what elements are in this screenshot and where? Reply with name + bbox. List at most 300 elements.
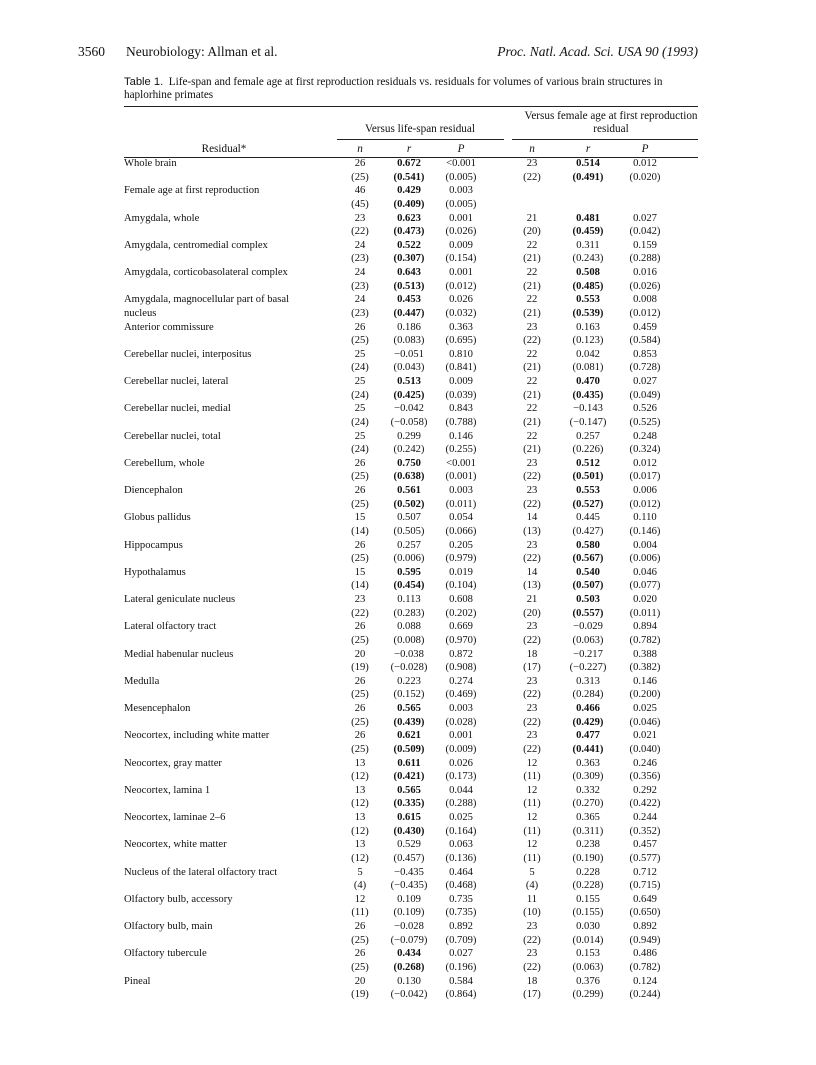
cell-value: 0.001 <box>449 212 473 224</box>
cell-value: 0.561 <box>397 485 421 496</box>
cell-value-parenthetical: (0.491) <box>572 171 604 183</box>
cell-value: 0.584 <box>449 975 473 987</box>
cell-n-2 <box>507 293 557 320</box>
cell-n-2 <box>507 402 557 429</box>
cell-r-2 <box>563 947 613 974</box>
cell-p-1 <box>436 430 486 457</box>
cell-value-parenthetical: (24) <box>351 416 369 428</box>
table-row <box>0 593 816 620</box>
cell-value-parenthetical: (0.008) <box>393 634 425 646</box>
row-label: Amygdala, corticobasolateral complex <box>124 267 288 278</box>
cell-p-2 <box>620 920 670 947</box>
cell-value-parenthetical: (0.028) <box>445 716 477 728</box>
cell-value: 0.553 <box>576 294 600 306</box>
cell-p-2 <box>620 430 670 457</box>
cell-p-1 <box>436 566 486 593</box>
cell-r-1 <box>384 620 434 647</box>
cell-r-2 <box>563 866 613 893</box>
cell-r-2 <box>563 975 613 1002</box>
cell-value-parenthetical: (20) <box>523 226 541 237</box>
cell-value: −0.029 <box>573 621 603 633</box>
cell-value: 0.894 <box>633 621 657 633</box>
row-label: Anterior commissure <box>124 321 214 333</box>
table-row <box>0 920 816 947</box>
cell-value: 12 <box>526 812 538 823</box>
cell-value-parenthetical: (0.011) <box>445 498 477 510</box>
cell-value: 5 <box>529 866 535 878</box>
cell-n-2 <box>507 729 557 756</box>
table-row <box>0 539 816 566</box>
table-row <box>0 212 816 239</box>
cell-value-parenthetical: (0.081) <box>572 362 604 374</box>
cell-value-parenthetical: (0.468) <box>445 880 477 891</box>
table-row <box>0 729 816 756</box>
cell-r-1 <box>384 348 434 375</box>
cell-p-2 <box>620 511 670 538</box>
cell-value: −0.143 <box>573 403 603 415</box>
cell-value: 14 <box>526 512 538 524</box>
cell-value-parenthetical: (0.012) <box>629 498 661 510</box>
cell-value-parenthetical: (25) <box>351 961 369 973</box>
cell-n-1 <box>335 729 385 756</box>
cell-value-parenthetical: (0.284) <box>572 689 604 701</box>
cell-n-2 <box>507 321 557 348</box>
cell-value: 0.529 <box>397 839 421 851</box>
cell-value: 23 <box>526 321 538 333</box>
cell-n-1 <box>335 484 385 511</box>
cell-value: 5 <box>357 866 363 878</box>
cell-value: 12 <box>526 784 538 796</box>
table-row <box>0 239 816 266</box>
cell-value-parenthetical: (0.864) <box>445 989 477 1000</box>
cell-value: 0.363 <box>449 321 473 333</box>
cell-n-1 <box>335 947 385 974</box>
cell-p-1 <box>436 620 486 647</box>
cell-value-parenthetical: (0.146) <box>629 525 661 537</box>
table-row <box>0 511 816 538</box>
group-header-female-age: Versus female age at first reproduction residual <box>524 110 698 135</box>
cell-value: 0.004 <box>633 539 657 551</box>
cell-value-parenthetical: (0.283) <box>393 607 425 619</box>
cell-value: 0.853 <box>633 348 657 360</box>
cell-value-parenthetical: (0.123) <box>572 335 604 346</box>
cell-r-1 <box>384 402 434 429</box>
cell-value: 15 <box>354 566 366 578</box>
cell-r-1 <box>384 484 434 511</box>
cell-value: 0.459 <box>633 321 657 333</box>
row-label: Female age at first reproduction <box>124 185 260 197</box>
cell-value-parenthetical <box>620 198 670 212</box>
row-label: Hypothalamus <box>124 566 186 578</box>
table-top-rule <box>124 106 698 107</box>
cell-value: 0.030 <box>576 921 600 932</box>
row-label: Neocortex, including white matter <box>124 730 270 742</box>
cell-value-parenthetical: (22) <box>351 607 369 619</box>
cell-value-parenthetical: (−0.079) <box>390 934 428 946</box>
cell-value: 0.477 <box>576 730 600 742</box>
cell-value: 0.026 <box>449 294 473 306</box>
cell-n-2 <box>507 866 557 893</box>
cell-p-2 <box>620 593 670 620</box>
table-row <box>0 430 816 457</box>
group-rule-life-span <box>337 139 504 140</box>
cell-r-2 <box>563 539 613 566</box>
cell-value-parenthetical: (0.439) <box>393 716 425 728</box>
cell-p-2 <box>620 811 670 838</box>
cell-value-parenthetical: (12) <box>351 852 369 864</box>
col-header-r-1: r <box>406 143 412 155</box>
cell-value-parenthetical: (0.014) <box>572 934 604 946</box>
row-label: Medulla <box>124 675 160 687</box>
cell-value-parenthetical: (0.454) <box>393 580 425 592</box>
cell-value-parenthetical: (25) <box>351 934 369 946</box>
cell-value-parenthetical: (0.782) <box>629 634 661 646</box>
cell-value: 24 <box>354 267 366 278</box>
cell-r-1 <box>384 757 434 784</box>
cell-p-2 <box>620 484 670 511</box>
cell-r-2 <box>563 811 613 838</box>
cell-r-1 <box>384 212 434 239</box>
cell-value-parenthetical: (0.525) <box>629 416 661 428</box>
cell-value-parenthetical: (0.164) <box>445 825 477 837</box>
cell-value: 23 <box>526 730 538 742</box>
cell-n-2 <box>507 838 557 865</box>
cell-r-2 <box>563 729 613 756</box>
cell-value: 0.009 <box>449 376 473 387</box>
cell-value: 0.027 <box>633 376 657 387</box>
cell-value-parenthetical: (0.695) <box>445 335 477 346</box>
cell-value: 23 <box>354 594 366 605</box>
cell-value: 0.246 <box>633 757 657 769</box>
cell-value-parenthetical: (0.430) <box>393 825 425 837</box>
cell-value-parenthetical: (25) <box>351 498 369 510</box>
cell-value-parenthetical: (22) <box>351 226 369 237</box>
cell-p-2 <box>620 893 670 920</box>
cell-value: 0.376 <box>576 975 600 987</box>
table-row <box>0 484 816 511</box>
cell-value: 0.311 <box>576 239 600 251</box>
cell-value-parenthetical: (22) <box>523 934 541 946</box>
cell-value-parenthetical: (23) <box>351 307 369 319</box>
cell-value-parenthetical: (17) <box>523 989 541 1000</box>
col-header-n-1: n <box>357 143 363 155</box>
cell-value-parenthetical: (0.026) <box>629 280 661 292</box>
cell-value-parenthetical: (0.066) <box>445 525 477 537</box>
cell-value: 0.146 <box>633 675 657 687</box>
cell-value-parenthetical: (22) <box>523 171 541 183</box>
cell-p-2 <box>620 838 670 865</box>
cell-r-1 <box>384 566 434 593</box>
cell-value-parenthetical: (0.709) <box>445 934 477 946</box>
cell-value: 0.001 <box>449 730 473 742</box>
cell-n-2 <box>507 430 557 457</box>
cell-value-parenthetical: (0.427) <box>572 525 604 537</box>
cell-value: 0.608 <box>449 594 473 605</box>
cell-value-parenthetical: (0.017) <box>629 471 661 483</box>
cell-value: 0.003 <box>449 703 473 714</box>
cell-value: 26 <box>354 730 366 742</box>
cell-r-1 <box>384 947 434 974</box>
cell-value: 0.565 <box>397 784 421 796</box>
cell-value: 0.155 <box>576 893 600 905</box>
cell-value-parenthetical: (0.577) <box>629 852 661 864</box>
cell-r-1 <box>384 239 434 266</box>
cell-value: 0.810 <box>449 348 473 360</box>
cell-value-parenthetical: (24) <box>351 362 369 374</box>
cell-value-parenthetical: (0.435) <box>572 389 604 401</box>
cell-p-2 <box>620 648 670 675</box>
cell-value: 0.292 <box>633 784 657 796</box>
cell-value-parenthetical: (0.136) <box>445 852 477 864</box>
cell-value-parenthetical: (21) <box>523 416 541 428</box>
cell-value-parenthetical: (0.012) <box>445 280 477 292</box>
cell-value: 13 <box>354 757 366 769</box>
cell-n-2 <box>507 239 557 266</box>
table-row <box>0 784 816 811</box>
cell-value: −0.028 <box>394 921 424 932</box>
cell-p-1 <box>436 375 486 402</box>
cell-p-1 <box>436 457 486 484</box>
cell-p-1 <box>436 838 486 865</box>
cell-value: 0.843 <box>449 403 473 415</box>
cell-value-parenthetical: (25) <box>351 716 369 728</box>
cell-n-2 <box>507 620 557 647</box>
cell-n-2 <box>507 511 557 538</box>
cell-value-parenthetical: (25) <box>351 634 369 646</box>
cell-value: 22 <box>526 239 538 251</box>
cell-value: 0.025 <box>449 812 473 823</box>
cell-value-parenthetical: (0.032) <box>445 307 477 319</box>
cell-p-1 <box>436 539 486 566</box>
cell-value: 22 <box>526 267 538 278</box>
cell-value-parenthetical: (17) <box>523 662 541 673</box>
table-row <box>0 811 816 838</box>
cell-value-parenthetical: (19) <box>351 662 369 673</box>
cell-value-parenthetical: (0.507) <box>572 580 604 592</box>
cell-value-parenthetical: (22) <box>523 716 541 728</box>
cell-value-parenthetical: (12) <box>351 825 369 837</box>
table-row <box>0 838 816 865</box>
row-label: Cerebellar nuclei, lateral <box>124 376 229 387</box>
row-label: Amygdala, whole <box>124 212 200 224</box>
table-row <box>0 184 816 211</box>
cell-n-1 <box>335 157 385 184</box>
cell-value: 0.735 <box>449 893 473 905</box>
cell-p-2 <box>620 402 670 429</box>
cell-value: 20 <box>354 648 366 660</box>
cell-p-1 <box>436 975 486 1002</box>
cell-value-parenthetical <box>563 198 613 212</box>
cell-value: 0.466 <box>576 703 600 714</box>
cell-value-parenthetical: (0.429) <box>572 716 604 728</box>
cell-n-1 <box>335 212 385 239</box>
row-label: Neocortex, white matter <box>124 839 227 851</box>
cell-value: 0.669 <box>449 621 473 633</box>
table-row <box>0 157 816 184</box>
cell-value: 0.522 <box>397 239 421 251</box>
cell-r-1 <box>384 539 434 566</box>
cell-value-parenthetical: (45) <box>351 198 369 210</box>
cell-value: 0.228 <box>576 866 600 878</box>
cell-value-parenthetical: (0.026) <box>445 226 477 237</box>
cell-n-1 <box>335 293 385 320</box>
cell-value-parenthetical: (0.040) <box>629 743 661 755</box>
cell-value-parenthetical: (0.109) <box>393 907 425 919</box>
cell-r-2 <box>563 648 613 675</box>
cell-n-2 <box>507 484 557 511</box>
cell-value-parenthetical: (14) <box>351 525 369 537</box>
cell-value-parenthetical: (25) <box>351 471 369 483</box>
cell-value-parenthetical: (0.243) <box>572 253 604 265</box>
cell-n-1 <box>335 675 385 702</box>
cell-value: 0.623 <box>397 212 421 224</box>
cell-p-2 <box>620 321 670 348</box>
cell-r-2 <box>563 239 613 266</box>
cell-value-parenthetical: (0.063) <box>572 961 604 973</box>
cell-p-1 <box>436 239 486 266</box>
cell-value-parenthetical: (0.382) <box>629 662 661 673</box>
cell-value: 0.044 <box>449 784 473 796</box>
cell-value: 23 <box>526 675 538 687</box>
cell-value: 0.540 <box>576 566 600 578</box>
cell-value: 0.434 <box>397 948 421 960</box>
cell-value-parenthetical: (0.728) <box>629 362 661 374</box>
cell-value: 0.595 <box>397 566 421 578</box>
cell-value-parenthetical: (0.299) <box>572 989 604 1000</box>
cell-value-parenthetical: (0.152) <box>393 689 425 701</box>
cell-value: 0.672 <box>397 158 421 169</box>
cell-r-2 <box>563 212 613 239</box>
cell-r-2 <box>563 511 613 538</box>
cell-value-parenthetical: (0.970) <box>445 634 477 646</box>
cell-value-parenthetical: (−0.028) <box>390 662 428 673</box>
cell-n-1 <box>335 266 385 293</box>
cell-p-1 <box>436 784 486 811</box>
cell-n-1 <box>335 402 385 429</box>
cell-value: 0.514 <box>576 158 600 169</box>
cell-r-2 <box>563 484 613 511</box>
cell-value-parenthetical: (0.244) <box>629 989 661 1000</box>
table-row <box>0 266 816 293</box>
cell-value: 0.872 <box>449 648 473 660</box>
cell-n-2 <box>507 184 557 211</box>
cell-value <box>620 184 670 198</box>
cell-p-2 <box>620 157 670 184</box>
cell-value-parenthetical: (0.457) <box>393 852 425 864</box>
row-label: Mesencephalon <box>124 703 191 714</box>
cell-p-2 <box>620 239 670 266</box>
row-label: Amygdala, centromedial complex <box>124 239 268 251</box>
cell-r-1 <box>384 702 434 729</box>
cell-value: −0.051 <box>394 348 424 360</box>
cell-value-parenthetical: (21) <box>523 280 541 292</box>
cell-value-parenthetical: (0.908) <box>445 662 477 673</box>
table-row <box>0 293 816 320</box>
cell-value-parenthetical: (23) <box>351 253 369 265</box>
cell-value: 0.892 <box>449 921 473 932</box>
cell-p-2 <box>620 348 670 375</box>
col-header-p-1: P <box>457 143 465 155</box>
cell-p-1 <box>436 157 486 184</box>
cell-p-2 <box>620 975 670 1002</box>
cell-p-1 <box>436 511 486 538</box>
cell-value-parenthetical: (0.228) <box>572 880 604 891</box>
table-caption-text: Life-span and female age at first reproduction residuals vs. residuals for volumes of various brain structures in haplorhine primates <box>124 76 663 101</box>
cell-r-2 <box>563 293 613 320</box>
cell-value: 11 <box>526 893 538 905</box>
cell-value-parenthetical: (24) <box>351 389 369 401</box>
row-label: Olfactory tubercule <box>124 948 207 960</box>
residual-column-header: Residual* <box>201 143 247 155</box>
cell-value: 12 <box>354 893 366 905</box>
row-label: Whole brain <box>124 158 177 169</box>
cell-value-parenthetical: (22) <box>523 335 541 346</box>
cell-value: 0.526 <box>633 403 657 415</box>
cell-value: 0.054 <box>449 512 473 524</box>
cell-value: 24 <box>354 239 366 251</box>
cell-value: 0.025 <box>633 703 657 714</box>
cell-value-parenthetical: (0.307) <box>393 253 425 265</box>
cell-p-2 <box>620 266 670 293</box>
cell-value: 24 <box>354 294 366 306</box>
cell-value-parenthetical: (−0.227) <box>569 662 607 673</box>
cell-value-parenthetical: (0.005) <box>445 198 477 210</box>
table-row <box>0 866 816 893</box>
table-caption-label: Table 1. <box>124 76 164 88</box>
cell-p-2 <box>620 375 670 402</box>
cell-value-parenthetical: (0.104) <box>445 580 477 592</box>
cell-value-parenthetical: (0.715) <box>629 880 661 891</box>
cell-value: 0.008 <box>633 294 657 306</box>
cell-value: 0.513 <box>397 376 421 387</box>
cell-r-2 <box>563 675 613 702</box>
cell-n-2 <box>507 702 557 729</box>
cell-value-parenthetical: (0.268) <box>393 961 425 973</box>
cell-value: 25 <box>354 376 366 387</box>
cell-value: 0.020 <box>633 594 657 605</box>
cell-value: 0.046 <box>633 566 657 578</box>
cell-value-parenthetical: (22) <box>523 689 541 701</box>
cell-value-parenthetical: (0.505) <box>393 525 425 537</box>
cell-p-1 <box>436 729 486 756</box>
row-label: Olfactory bulb, accessory <box>124 893 233 905</box>
group-header-life-span: Versus life-span residual <box>365 123 475 135</box>
cell-n-2 <box>507 811 557 838</box>
cell-value-parenthetical: (0.242) <box>393 444 425 455</box>
cell-value: 22 <box>526 348 538 360</box>
cell-p-2 <box>620 729 670 756</box>
cell-value: 0.146 <box>449 430 473 442</box>
cell-value-parenthetical: (−0.147) <box>569 416 607 428</box>
cell-value: 26 <box>354 703 366 714</box>
cell-value-parenthetical: (22) <box>523 743 541 755</box>
table-row <box>0 757 816 784</box>
cell-value: 0.553 <box>576 485 600 496</box>
cell-value-parenthetical: (0.155) <box>572 907 604 919</box>
cell-value: 18 <box>526 648 538 660</box>
cell-value-parenthetical: (0.841) <box>445 362 477 374</box>
cell-r-1 <box>384 430 434 457</box>
page-number: 3560 <box>78 44 105 59</box>
cell-value: 13 <box>354 784 366 796</box>
cell-value: 26 <box>354 675 366 687</box>
cell-value: −0.435 <box>394 866 424 878</box>
row-label: Neocortex, laminae 2–6 <box>124 812 226 823</box>
table-row <box>0 375 816 402</box>
cell-n-2 <box>507 975 557 1002</box>
cell-value-parenthetical: (11) <box>523 825 541 837</box>
cell-value: 0.332 <box>576 784 600 796</box>
